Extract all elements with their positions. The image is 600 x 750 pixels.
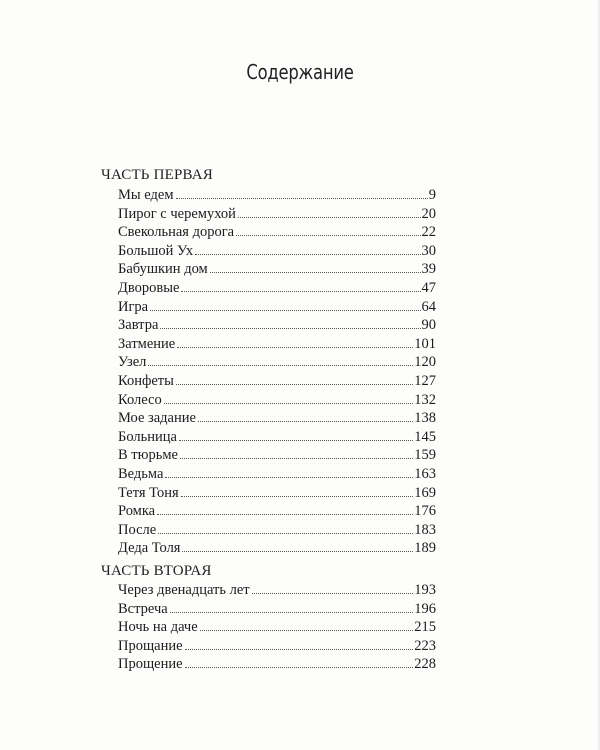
dot-leader (185, 666, 414, 668)
dot-leader (181, 495, 414, 497)
toc-entry (118, 186, 436, 205)
dot-leader (181, 290, 420, 292)
toc-entry (118, 446, 436, 465)
toc-entry-page-number: 132 (414, 391, 436, 408)
toc-entry-title: Бабушкин дом (118, 261, 208, 278)
toc-entry-title: Конфеты (118, 372, 174, 389)
dot-leader (179, 439, 413, 441)
toc-entry-page-number: 228 (414, 656, 436, 673)
toc-entry-title: Свекольная дорога (118, 224, 235, 241)
dot-leader (200, 629, 414, 631)
toc-entry (118, 223, 436, 242)
dot-leader (210, 271, 421, 273)
toc-entry-page-number: 90 (421, 317, 436, 334)
toc-entry-page-number: 9 (428, 187, 436, 203)
toc-entry-page-number: 138 (414, 410, 436, 427)
toc-entry-title: Дворовые (118, 279, 180, 296)
dot-leader (177, 346, 413, 348)
toc-entry-title: Тетя Тоня (118, 484, 179, 501)
part-one-heading: ЧАСТЬ ПЕРВАЯ (101, 167, 213, 183)
toc-entry-page-number: 169 (414, 484, 436, 501)
dot-leader (180, 457, 413, 459)
toc-entry (118, 618, 436, 637)
toc-entry-page-number: 22 (421, 224, 436, 241)
toc-entry-title: Ведьма (118, 465, 164, 482)
toc-entry-page-number: 145 (414, 428, 436, 445)
toc-entry-title: Узел (118, 354, 147, 371)
dot-leader (170, 611, 414, 613)
dot-leader (238, 216, 421, 218)
toc-entry-title: После (118, 521, 157, 538)
toc-entry (118, 316, 436, 335)
toc-entry-title: Затмение (118, 335, 176, 352)
toc-entry-page-number: 223 (414, 637, 436, 654)
toc-entry-page-number: 183 (414, 521, 436, 538)
toc-entry-title: Ночь на даче (118, 619, 198, 636)
toc-entry-title: Пирог с черемухой (118, 205, 236, 222)
dot-leader (164, 402, 414, 404)
toc-entry (118, 260, 436, 279)
toc-entry (118, 502, 436, 521)
toc-entry (118, 279, 436, 298)
toc-entry-title: Встреча (118, 600, 168, 617)
page-title: Содержание (246, 60, 354, 84)
toc-entry (118, 242, 436, 261)
dot-leader (150, 309, 420, 311)
toc-entry-page-number: 215 (414, 619, 436, 636)
toc-entry-page-number: 39 (421, 261, 436, 278)
toc-entry (118, 372, 436, 391)
dot-leader (198, 420, 413, 422)
toc-entry (118, 521, 436, 540)
toc-entry (118, 409, 436, 428)
toc-entry (118, 205, 436, 224)
toc-entry (118, 465, 436, 484)
toc-entry-page-number: 120 (414, 354, 436, 371)
toc-entry-title: Мы едем (118, 187, 174, 203)
toc-entry (118, 581, 436, 600)
dot-leader (185, 648, 414, 650)
toc-entry-title: Игра (118, 298, 149, 315)
toc-entry-title: Прощание (118, 637, 183, 654)
dot-leader (236, 234, 420, 236)
toc-entry-title: Большой Ух (118, 242, 194, 259)
toc-entry (118, 655, 436, 674)
toc-part-two (118, 581, 436, 674)
toc-entry-page-number: 159 (414, 447, 436, 464)
toc-entry (118, 391, 436, 410)
toc-entry-page-number: 20 (421, 205, 436, 222)
toc-entry (118, 353, 436, 372)
toc-entry (118, 335, 436, 354)
toc-entry-title: Прощение (118, 656, 183, 673)
dot-leader (157, 513, 413, 515)
toc-entry-page-number: 30 (421, 242, 436, 259)
toc-entry-page-number: 196 (414, 600, 436, 617)
dot-leader (182, 550, 413, 552)
dot-leader (252, 592, 414, 594)
toc-entry-title: Завтра (118, 317, 159, 334)
toc-entry (118, 539, 436, 558)
toc-entry-page-number: 189 (414, 540, 436, 557)
toc-entry (118, 600, 436, 619)
toc-entry-title: В тюрьме (118, 447, 178, 464)
toc-entry (118, 298, 436, 317)
toc-entry-page-number: 176 (414, 503, 436, 520)
toc-entry-title: Ромка (118, 503, 156, 520)
part-two-heading: ЧАСТЬ ВТОРАЯ (101, 563, 212, 579)
dot-leader (148, 364, 413, 366)
dot-leader (160, 327, 420, 329)
toc-entry-page-number: 47 (421, 279, 436, 296)
toc-entry (118, 484, 436, 503)
toc-part-one (118, 186, 436, 558)
toc-entry-title: Деда Толя (118, 540, 181, 557)
toc-entry (118, 428, 436, 447)
toc-entry-title: Через двенадцать лет (118, 582, 250, 598)
toc-entry-page-number: 101 (414, 335, 436, 352)
toc-entry-page-number: 64 (421, 298, 436, 315)
toc-entry-page-number: 163 (414, 465, 436, 482)
dot-leader (176, 383, 413, 385)
toc-entry-title: Колесо (118, 391, 162, 408)
dot-leader (195, 253, 420, 255)
toc-entry-page-number: 193 (414, 582, 436, 598)
dot-leader (158, 532, 413, 534)
dot-leader (165, 476, 413, 478)
toc-entry (118, 637, 436, 656)
toc-entry-title: Мое задание (118, 410, 196, 427)
dot-leader (176, 197, 428, 199)
toc-entry-page-number: 127 (414, 372, 436, 389)
toc-entry-title: Больница (118, 428, 177, 445)
